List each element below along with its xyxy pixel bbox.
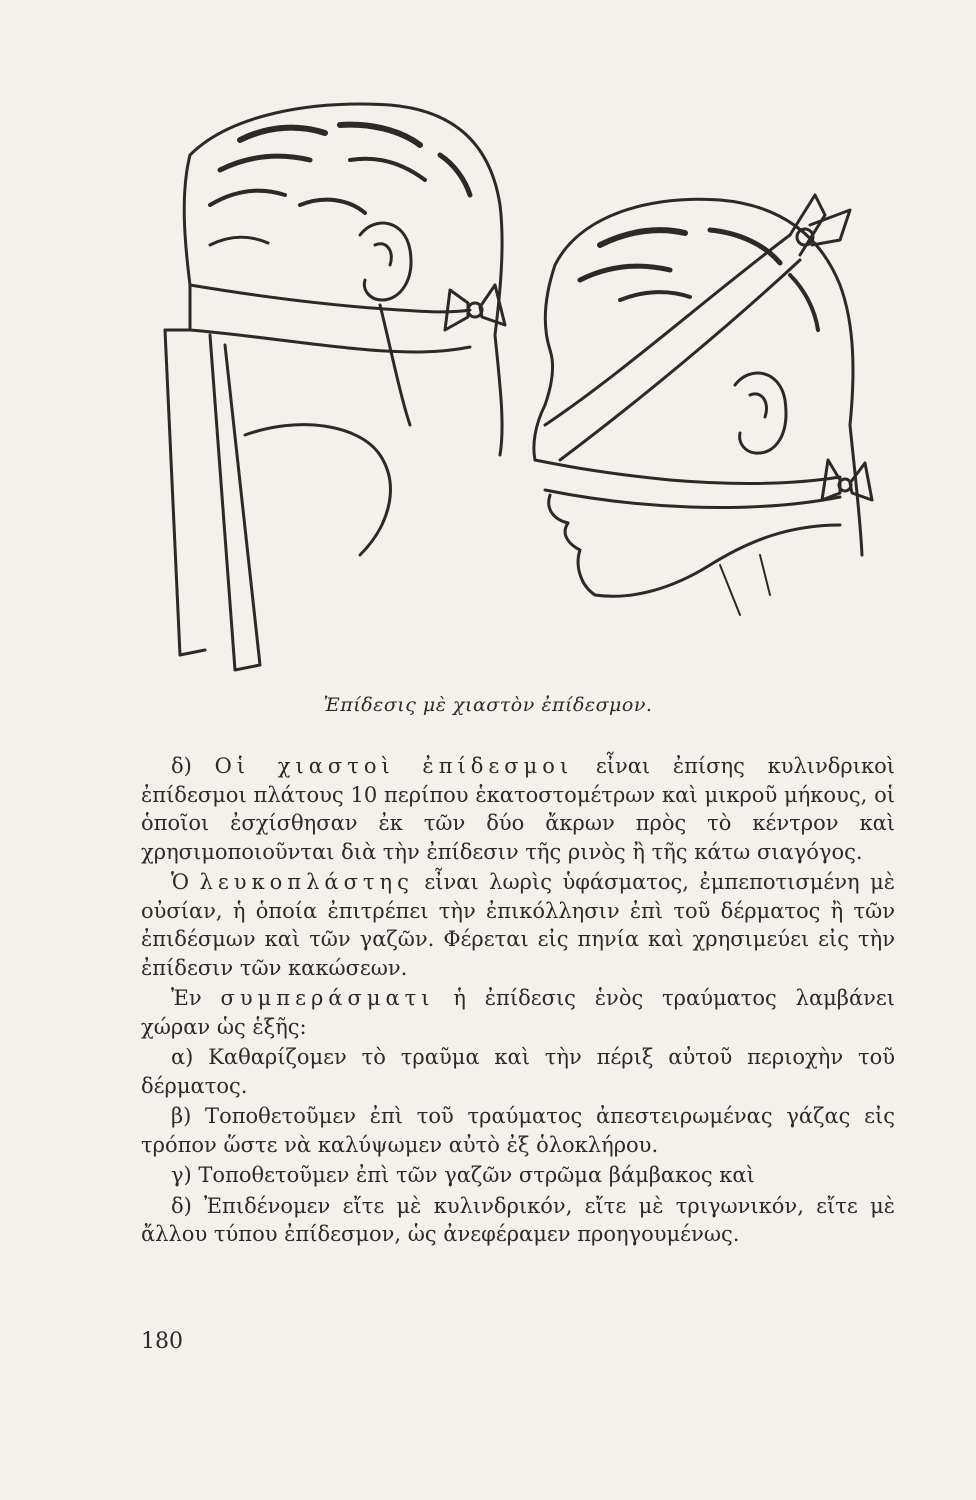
head-right-drawing [534, 195, 872, 615]
paragraph-prefix: Ἐν [171, 986, 221, 1010]
paragraph-text: εἶναι λωρὶς ὑφάσματος, ἐμπεποτισμένη μὲ οὐσίαν, ἡ ὁποία ἐπιτρέπει τὴν ἐπικόλλησιν ἐπὶ τοῦ δέρματος ἢ τῶν ἐπιδέσμων καὶ τῶν γαζῶν. Φέρεται εἰς πηνία καὶ χρησιμεύει εἰς τὴν ἐπίδεσιν τῶν κακώσεων. [141, 870, 895, 980]
head-left-drawing [165, 104, 505, 670]
paragraph-step-c: γ) Τοποθετοῦμεν ἐπὶ τῶν γαζῶν στρῶμα βάμβακος καὶ [171, 1163, 755, 1187]
paragraph-text: ἡ ἐπίδεσις ἑνὸς τραύματος λαμβάνει χώραν ὡς ἑξῆς: [141, 986, 896, 1039]
paragraph-symperasma [141, 984, 895, 1041]
paragraph-step-b: β) Τοποθετοῦμεν ἐπὶ τοῦ τραύματος ἀπεστειρωμένας γάζας εἰς τρόπον ὥστε νὰ καλύψωμεν αὐτὸ ἐξ ὁλοκλήρου. [141, 1104, 895, 1157]
paragraph-leukoplastis [141, 868, 895, 982]
paragraph-chiastoi [141, 752, 895, 866]
paragraph-prefix: δ) [171, 754, 215, 778]
body-text [141, 752, 895, 1251]
paragraph-step-a: α) Καθαρίζομεν τὸ τραῦμα καὶ τὴν πέριξ αὐτοῦ περιοχὴν τοῦ δέρματος. [141, 1045, 895, 1098]
figure-caption: Ἐπίδεσις μὲ χιαστὸν ἐπίδεσμον. [323, 694, 653, 716]
paragraph-text: εἶναι ἐπίσης κυλινδρικοὶ ἐπίδεσμοι πλάτους 10 περίπου ἑκατοστομέτρων καὶ μικροῦ μήκους, οἱ ὁποῖοι ἐσχίσθησαν ἐκ τῶν δύο ἄκρων πρὸς τὸ κέντρον καὶ χρησιμοποιοῦνται διὰ τὴν ἐπίδεσιν τῆς ρινὸς ἢ τῆς κάτω σιαγόγος. [141, 754, 895, 864]
page-number: 180 [141, 1329, 183, 1354]
spaced-term: συμπεράσματι [220, 986, 435, 1010]
spaced-term: Οἱ χιαστοὶ ἐπίδεσμοι [214, 754, 574, 778]
bandage-illustration [150, 95, 885, 685]
spaced-term: λευκοπλάστης [199, 870, 414, 894]
paragraph-prefix: Ὁ [171, 870, 200, 894]
paragraph-step-d: δ) Ἐπιδένομεν εἴτε μὲ κυλινδρικόν, εἴτε μὲ τριγωνικόν, εἴτε μὲ ἄλλου τύπου ἐπίδεσμον, ὡς ἀνεφέραμεν προηγουμένως. [141, 1193, 895, 1246]
